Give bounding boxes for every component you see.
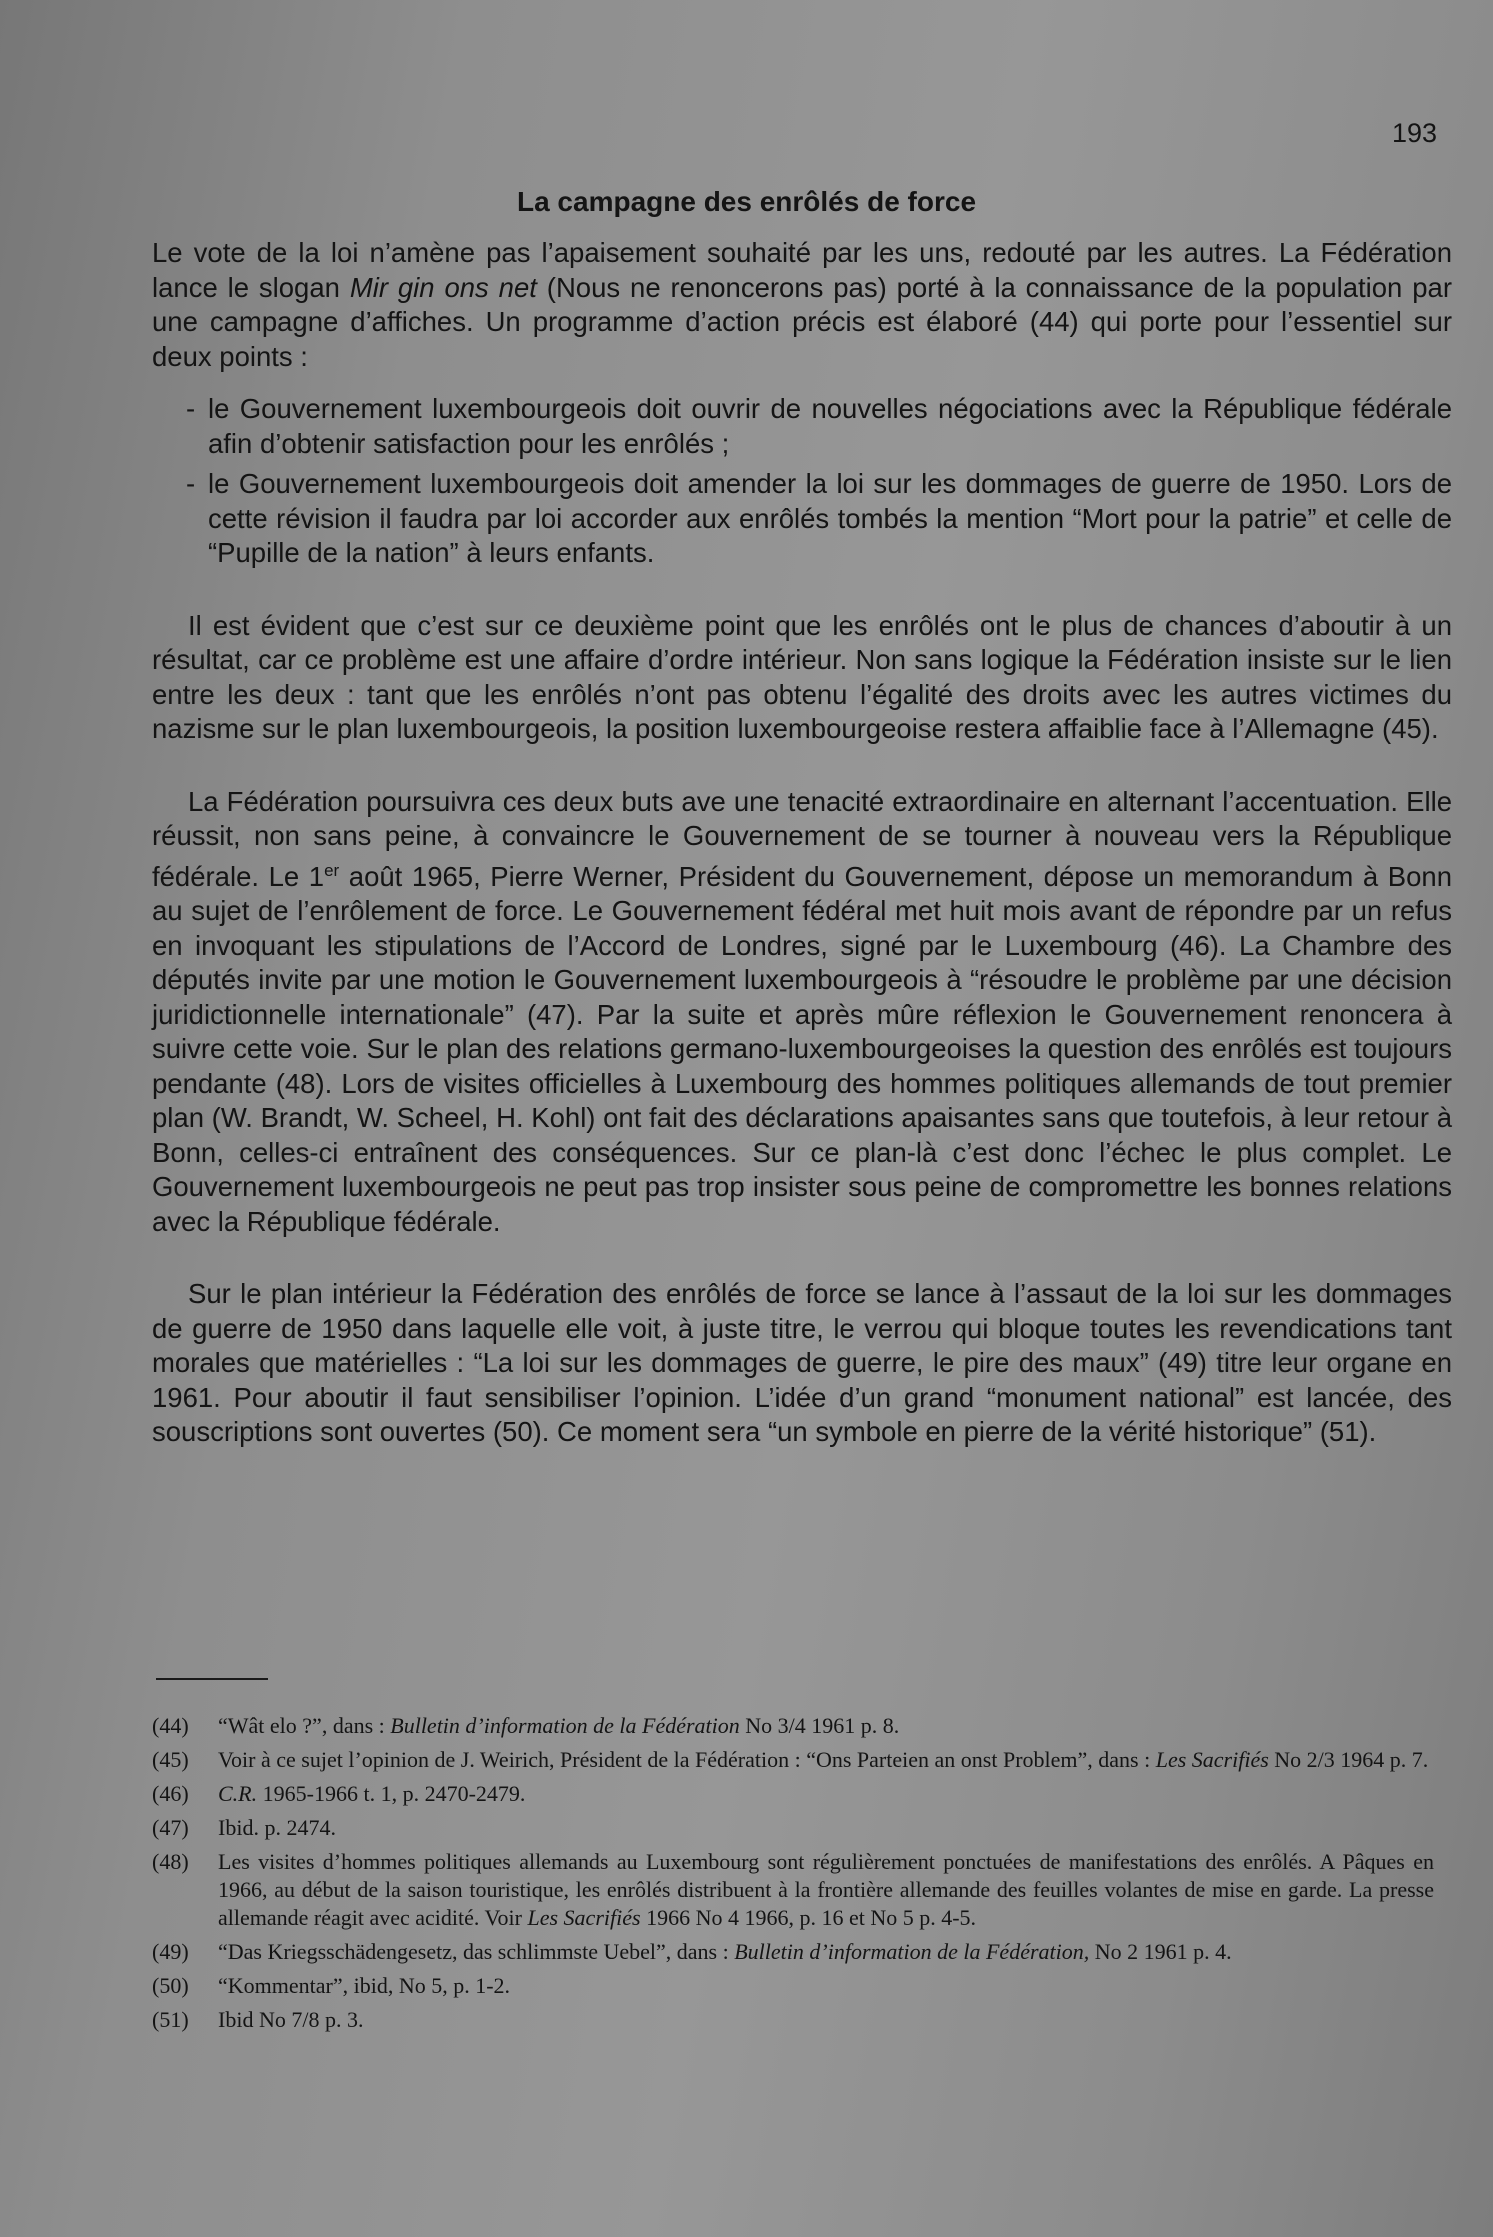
- footnote: [152, 1814, 1434, 1842]
- list-dash: -: [186, 393, 196, 424]
- list-item: - le Gouvernement luxembourgeois doit ouvrir de nouvelles négociations avec la République fédérale afin d’obtenir satisfaction pour les enrôlés ;: [186, 393, 1452, 459]
- slogan: Mir gin ons net: [349, 271, 537, 303]
- footnote: [152, 1746, 1434, 1774]
- footnote-text: Ibid. p. 2474.: [218, 1815, 336, 1840]
- footnote-divider: [156, 1678, 268, 1680]
- body-text: [152, 236, 1452, 1450]
- section-heading: La campagne des enrôlés de force: [516, 186, 977, 217]
- footnote-text: “Kommentar”, ibid, No 5, p. 1-2.: [218, 1973, 511, 1998]
- paragraph-4: Sur le plan intérieur la Fédération des enrôlés de force se lance à l’assaut de la loi sur les dommages de guerre de 1950 dans laquelle elle voit, à juste titre, le verrou qui bloque toutes les revendications tant morales que matérielles : “La loi sur les dommages de guerre, le pire des maux” (49) titre leur organe en 1961. Pour aboutir il faut sensibiliser l’opinion. L’idée d’un grand “monument national” est lancée, des souscriptions sont ouvertes (50). Ce moment sera “un symbole en pierre de la vérité historique” (51).: [152, 1278, 1452, 1447]
- action-points-list: [152, 392, 1452, 571]
- footnote: [152, 2006, 1434, 2034]
- footnote: [152, 1780, 1434, 1808]
- paragraph-1: Le vote de la loi n’amène pas l’apaisement souhaité par les uns, redouté par les autres. La Fédération lance le slogan Mir gin ons net (Nous ne renoncerons pas) porté à la connaissance de la population par une campagne d’affiches. Un programme d’action précis est élaboré (44) qui porte pour l’essentiel sur deux points :: [152, 237, 1452, 372]
- footnote: [152, 1712, 1434, 1740]
- footnote-number: (51): [152, 2007, 189, 2032]
- footnote-number: (44): [152, 1713, 189, 1738]
- footnote-number: (45): [152, 1747, 189, 1772]
- footnote-number: (49): [152, 1939, 189, 1964]
- paragraph-3: La Fédération poursuivra ces deux buts ave une tenacité extraordinaire en alternant l’accentuation. Elle réussit, non sans peine, à convaincre le Gouvernement de se tourner à nouveau vers la République fédérale. Le 1er août 1965, Pierre Werner, Président du Gouvernement, dépose un memorandum à Bonn au sujet de l’enrôlement de force. Le Gouvernement fédéral met huit mois avant de répondre par un refus en invoquant les stipulations de l’Accord de Londres, signé par le Luxembourg (46). La Chambre des députés invite par une motion le Gouvernement luxembourgeois à “résoudre le problème par une décision juridictionnelle internationale” (47). Par la suite et après mûre réflexion le Gouvernement renoncera à suivre cette voie. Sur le plan des relations germano-luxembourgeoises la question des enrôlés est toujours pendante (48). Lors de visites officielles à Luxembourg des hommes politiques allemands de tout premier plan (W. Brandt, W. Scheel, H. Kohl) ont fait des déclarations apaisantes sans que toutefois, à leur retour à Bonn, celles-ci entraînent des conséquences. Sur ce plan-là c’est donc l’échec le plus complet. Le Gouvernement luxembourgeois ne peut pas trop insister sous peine de compromettre les bonnes relations avec la République fédérale.: [152, 785, 1452, 1237]
- footnote-text: Ibid No 7/8 p. 3.: [218, 2007, 364, 2032]
- page-number: 193: [1392, 118, 1438, 148]
- footnote: [152, 1938, 1434, 1966]
- footnote: [152, 1972, 1434, 2000]
- footnote-text: Les visites d’hommes politiques allemands au Luxembourg sont régulièrement ponctuées de manifestations des enrôlés. A Pâques en 1966, au début de la saison touristique, les enrôlés distribuent à la frontière allemande des feuilles volantes de mise en garde. La presse allemande réagit avec acidité. Voir Les Sacrifiés 1966 No 4 1966, p. 16 et No 5 p. 4-5.: [218, 1849, 1434, 1930]
- footnote-text: C.R. 1965-1966 t. 1, p. 2470-2479.: [218, 1781, 526, 1806]
- footnote-text: “Wât elo ?”, dans : Bulletin d’information de la Fédération No 3/4 1961 p. 8.: [218, 1713, 900, 1738]
- footnote-number: (50): [152, 1973, 189, 1998]
- footnote: [152, 1848, 1434, 1932]
- footnote-number: (47): [152, 1815, 189, 1840]
- superscript: er: [324, 860, 340, 880]
- footnotes: [152, 1712, 1434, 2040]
- footnote-text: Voir à ce sujet l’opinion de J. Weirich, Président de la Fédération : “Ons Parteien an onst Problem”, dans : Les Sacrifiés No 2/3 1964 p. 7.: [218, 1747, 1429, 1772]
- paragraph-2: Il est évident que c’est sur ce deuxième point que les enrôlés ont le plus de chances d’aboutir à un résultat, car ce problème est une affaire d’ordre intérieur. Non sans logique la Fédération insiste sur le lien entre les deux : tant que les enrôlés n’ont pas obtenu l’égalité des droits avec les autres victimes du nazisme sur le plan luxembourgeois, la position luxembourgeoise restera affaiblie face à l’Allemagne (45).: [152, 609, 1452, 744]
- footnote-text: “Das Kriegsschädengesetz, das schlimmste Uebel”, dans : Bulletin d’information de la Fédération, No 2 1961 p. 4.: [218, 1939, 1232, 1964]
- footnote-number: (46): [152, 1781, 189, 1806]
- list-item: - le Gouvernement luxembourgeois doit amender la loi sur les dommages de guerre de 1950. Lors de cette révision il faudra par loi accorder aux enrôlés tombés la mention “Mort pour la patrie” et celle de “Pupille de la nation” à leurs enfants.: [186, 468, 1452, 568]
- list-dash: -: [186, 468, 196, 499]
- footnote-number: (48): [152, 1849, 189, 1874]
